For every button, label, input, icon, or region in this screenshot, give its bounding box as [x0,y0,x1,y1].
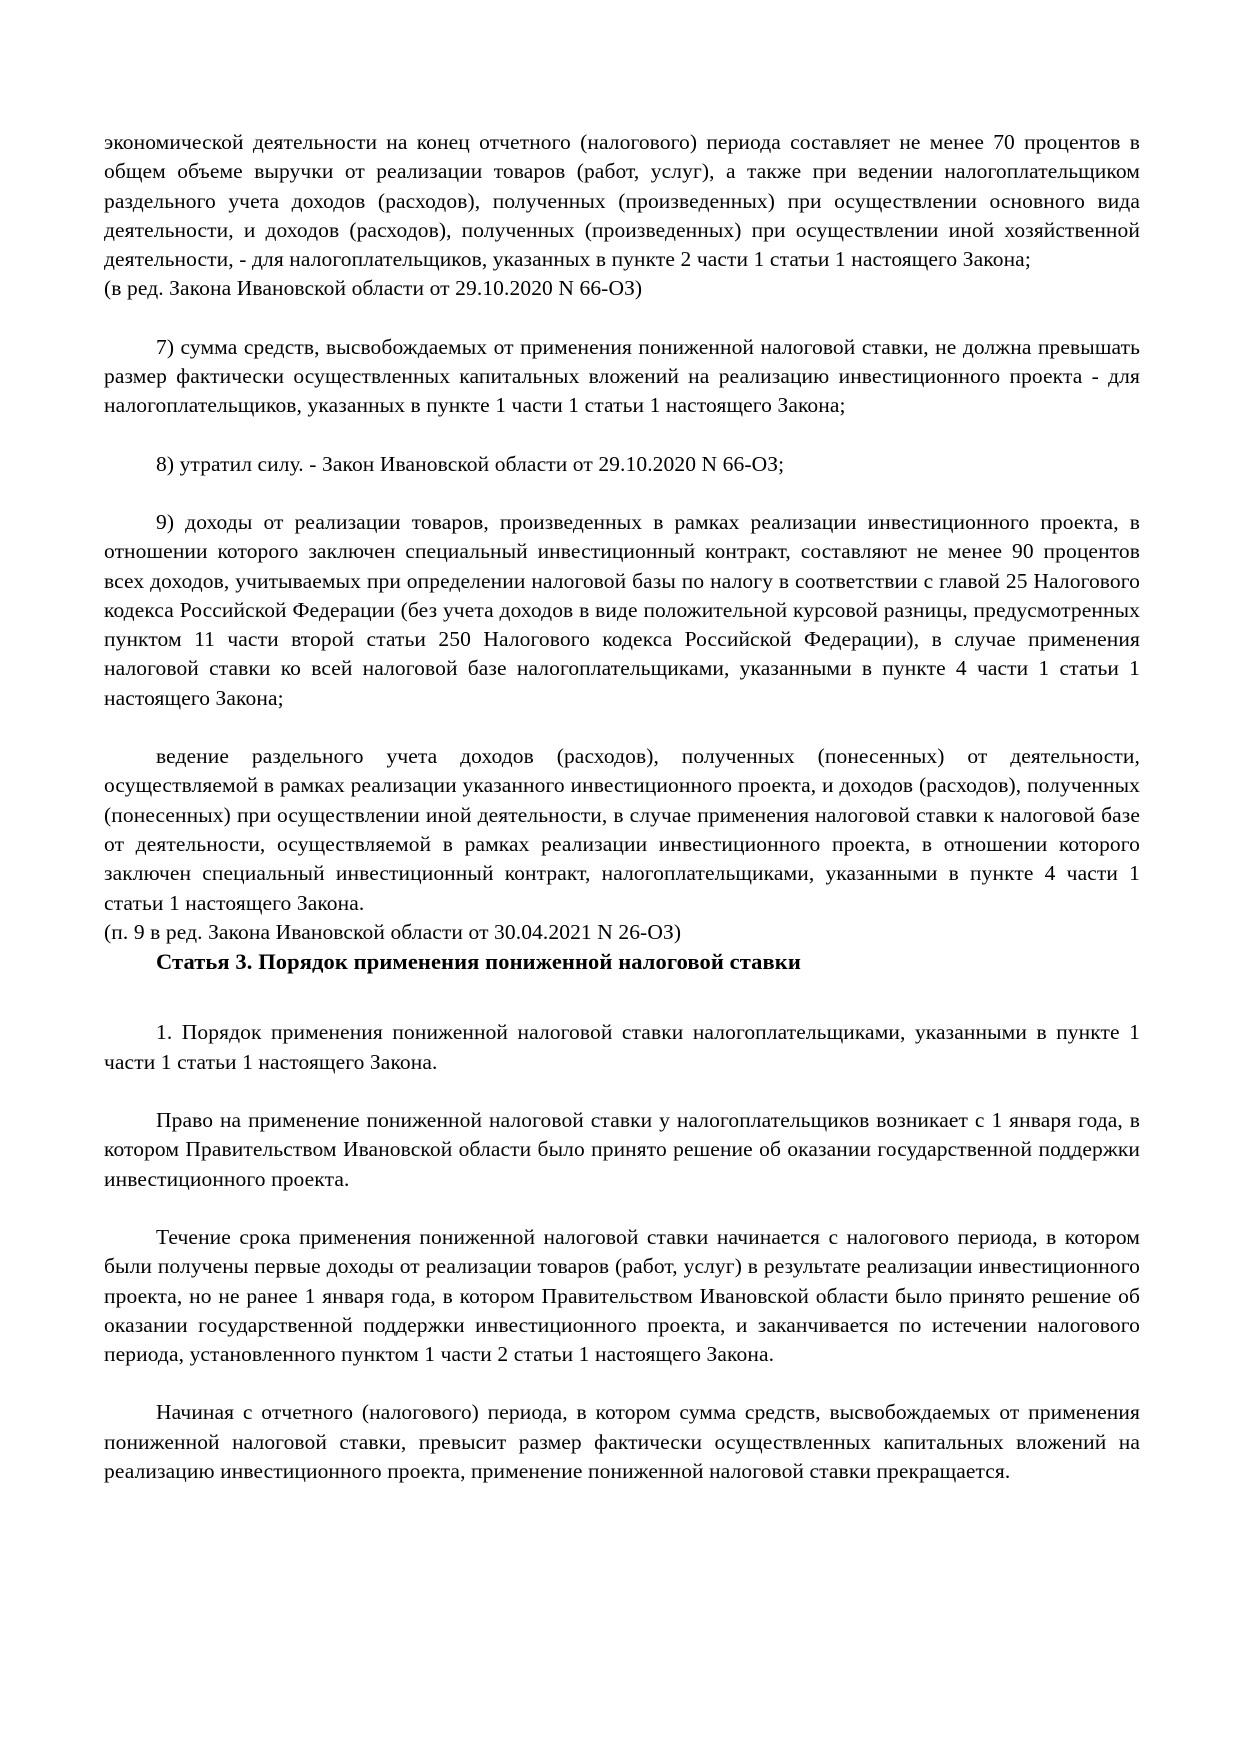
amendment-note-item-9: (п. 9 в ред. Закона Ивановской области от 30.04.2021 N 26-ОЗ) [104,919,682,944]
paragraph-item-8: 8) утратил силу. - Закон Ивановской области от 29.10.2020 N 66-ОЗ; [156,451,785,476]
paragraph-article-3-part-1: 1. Порядок применения пониженной налоговой ставки налогоплательщиками, указанными в пункте 1 части 1 статьи 1 настоящего Закона. [104,1020,1140,1074]
paragraph-article-3-term-start: Течение срока применения пониженной налоговой ставки начинается с налогового периода, в котором были получены первые доходы от реализации товаров (работ, услуг) в результате реализации инвестиционного проекта, но не ранее 1 января года, в котором Правительством Ивановской области было принято решение об оказании государственной поддержки инвестиционного проекта, и заканчивается по истечении налогового периода, установленного пунктом 1 части 2 статьи 1 настоящего Закона. [104,1224,1140,1367]
paragraph-article-3-right-to-apply: Право на применение пониженной налоговой ставки у налогоплательщиков возникает с 1 января года, в котором Правительством Ивановской области было принято решение об оказании государственной поддержки инвестиционного проекта. [104,1108,1140,1191]
document-text-column [104,128,1140,1486]
amendment-note: (в ред. Закона Ивановской области от 29.10.2020 N 66-ОЗ) [104,276,643,301]
paragraph-item-7: 7) сумма средств, высвобождаемых от применения пониженной налоговой ставки, не должна превышать размер фактически осуществленных капитальных вложений на реализацию инвестиционного проекта - для налогоплательщиков, указанных в пункте 1 части 1 статьи 1 настоящего Закона; [104,334,1140,418]
paragraph-item-9-subparagraph: ведение раздельного учета доходов (расходов), полученных (понесенных) от деятельности, осуществляемой в рамках реализации указанного инвестиционного проекта, и доходов (расходов), полученных (понесенных) при осуществлении иной деятельности, в случае применения налоговой ставки к налоговой базе от деятельности, осуществляемой в рамках реализации инвестиционного проекта, в отношении которого заключен специальный инвестиционный контракт, налогоплательщиками, указанными в пункте 4 части 1 статьи 1 настоящего Закона. [104,744,1140,915]
paragraph-item-9: 9) доходы от реализации товаров, произведенных в рамках реализации инвестиционного проекта, в отношении которого заключен специальный инвестиционный контракт, составляют не менее 90 процентов всех доходов, учитываемых при определении налоговой базы по налогу в соответствии с главой 25 Налогового кодекса Российской Федерации (без учета доходов в виде положительной курсовой разницы, предусмотренных пунктом 11 части второй статьи 250 Налогового кодекса Российской Федерации), в случае применения налоговой ставки ко всей налоговой базе налогоплательщиками, указанными в пункте 4 части 1 статьи 1 настоящего Закона; [104,509,1140,710]
paragraph-item-6-continued: экономической деятельности на конец отчетного (налогового) периода составляет не менее 70 процентов в общем объеме выручки от реализации товаров (работ, услуг), а также при ведении налогоплательщиком раздельного учета доходов (расходов), полученных (произведенных) при осуществлении основного вида деятельности, и доходов (расходов), полученных (произведенных) при осуществлении иной хозяйственной деятельности, - для налогоплательщиков, указанных в пункте 2 части 1 статьи 1 настоящего Закона; [104,130,1140,272]
paragraph-article-3-termination: Начиная с отчетного (налогового) периода, в котором сумма средств, высвобождаемых от применения пониженной налоговой ставки, превысит размер фактически осуществленных капитальных вложений на реализацию инвестиционного проекта, применение пониженной налоговой ставки прекращается. [104,1400,1140,1483]
article-3-heading: Статья 3. Порядок применения пониженной налоговой ставки [156,949,801,975]
